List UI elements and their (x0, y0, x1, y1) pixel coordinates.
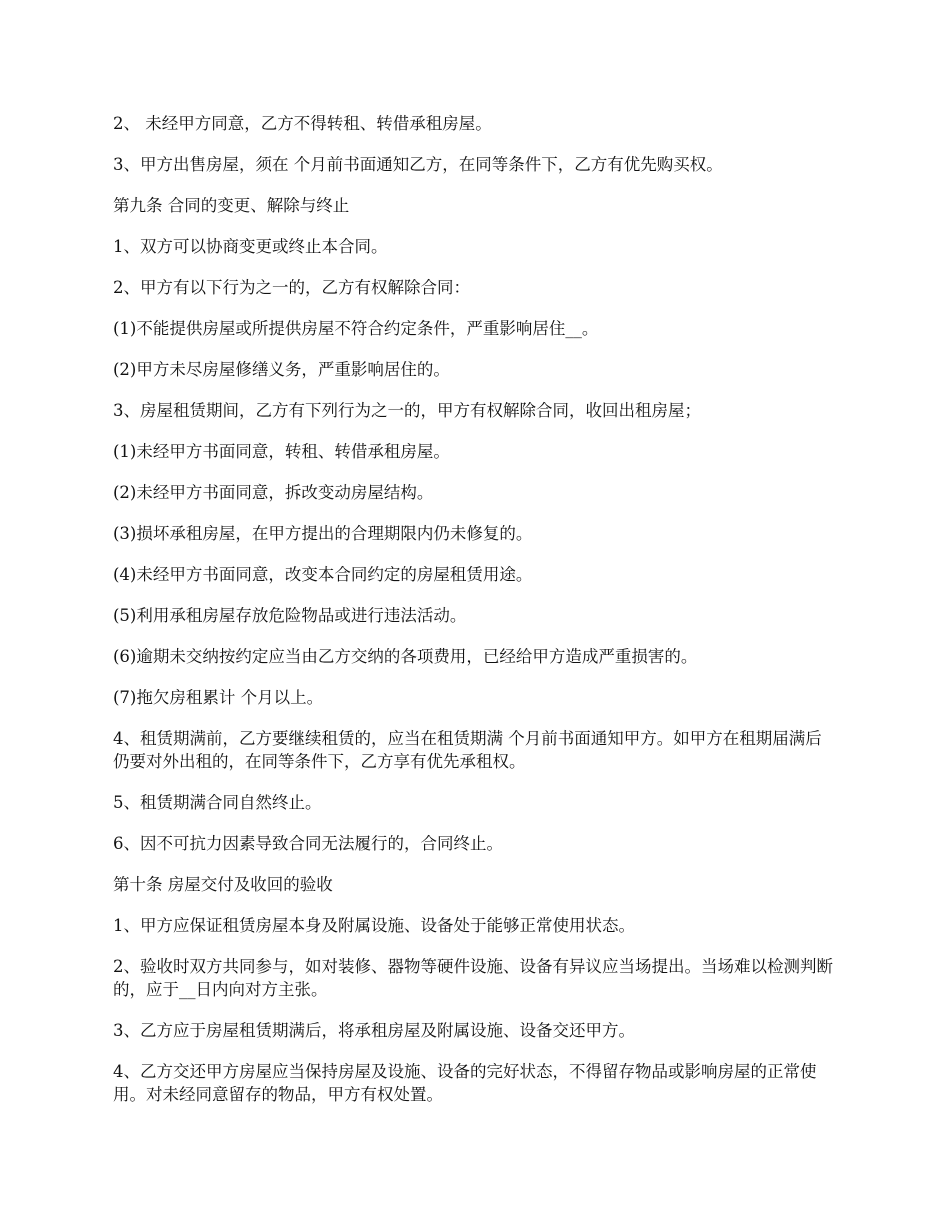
clause-9-item-3-sub-3: (3)损坏承租房屋，在甲方提出的合理期限内仍未修复的。 (113, 524, 533, 543)
clause-9-item-3-sub-5: (5)利用承租房屋存放危险物品或进行违法活动。 (113, 606, 467, 625)
clause-10-heading: 第十条 房屋交付及收回的验收 (113, 875, 333, 894)
clause-9-item-3-sub-2: (2)未经甲方书面同意，拆改变动房屋结构。 (113, 483, 434, 502)
clause-9-item-3-sub-6: (6)逾期未交纳按约定应当由乙方交纳的各项费用，已经给甲方造成严重损害的。 (113, 647, 698, 666)
clause-9-heading: 第九条 合同的变更、解除与终止 (113, 196, 350, 215)
clause-9-item-3-sub-4: (4)未经甲方书面同意，改变本合同约定的房屋租赁用途。 (113, 565, 533, 584)
clause-10-item-4: 4、乙方交还甲方房屋应当保持房屋及设施、设备的完好状态，不得留存物品或影响房屋的正常使用。对未经同意留存的物品，甲方有权处置。 (113, 1062, 817, 1104)
clause-9-item-2: 2、甲方有以下行为之一的，乙方有权解除合同： (113, 278, 470, 297)
clause-8-item-3: 3、甲方出售房屋，须在 个月前书面通知乙方，在同等条件下，乙方有优先购买权。 (113, 155, 723, 174)
clause-9-item-1: 1、双方可以协商变更或终止本合同。 (113, 237, 388, 256)
clause-10-item-1: 1、甲方应保证租赁房屋本身及附属设施、设备处于能够正常使用状态。 (113, 916, 635, 935)
clause-10-item-3: 3、乙方应于房屋租赁期满后，将承租房屋及附属设施、设备交还甲方。 (113, 1021, 635, 1040)
clause-10-item-2: 2、验收时双方共同参与，如对装修、器物等硬件设施、设备有异议应当场提出。当场难以检测判断的，应于__日内向对方主张。 (113, 957, 833, 999)
clause-9-item-3: 3、房屋租赁期间，乙方有下列行为之一的，甲方有权解除合同，收回出租房屋； (113, 401, 701, 420)
clause-9-item-3-sub-1: (1)未经甲方书面同意，转租、转借承租房屋。 (113, 442, 450, 461)
clause-9-item-3-sub-7: (7)拖欠房租累计 个月以上。 (113, 688, 324, 707)
document-body (113, 112, 838, 1124)
clause-9-item-6: 6、因不可抗力因素导致合同无法履行的，合同终止。 (113, 834, 503, 853)
clause-9-item-2-sub-2: (2)甲方未尽房屋修缮义务，严重影响居住的。 (113, 360, 450, 379)
clause-9-item-4: 4、租赁期满前，乙方要继续租赁的，应当在租赁期满 个月前书面通知甲方。如甲方在租期届满后仍要对外出租的，在同等条件下，乙方享有优先承租权。 (113, 729, 822, 771)
clause-9-item-5: 5、租赁期满合同自然终止。 (113, 793, 322, 812)
clause-8-item-2: 2、 未经甲方同意，乙方不得转租、转借承租房屋。 (113, 114, 492, 133)
clause-9-item-2-sub-1: (1)不能提供房屋或所提供房屋不符合约定条件，严重影响居住__。 (113, 319, 599, 338)
